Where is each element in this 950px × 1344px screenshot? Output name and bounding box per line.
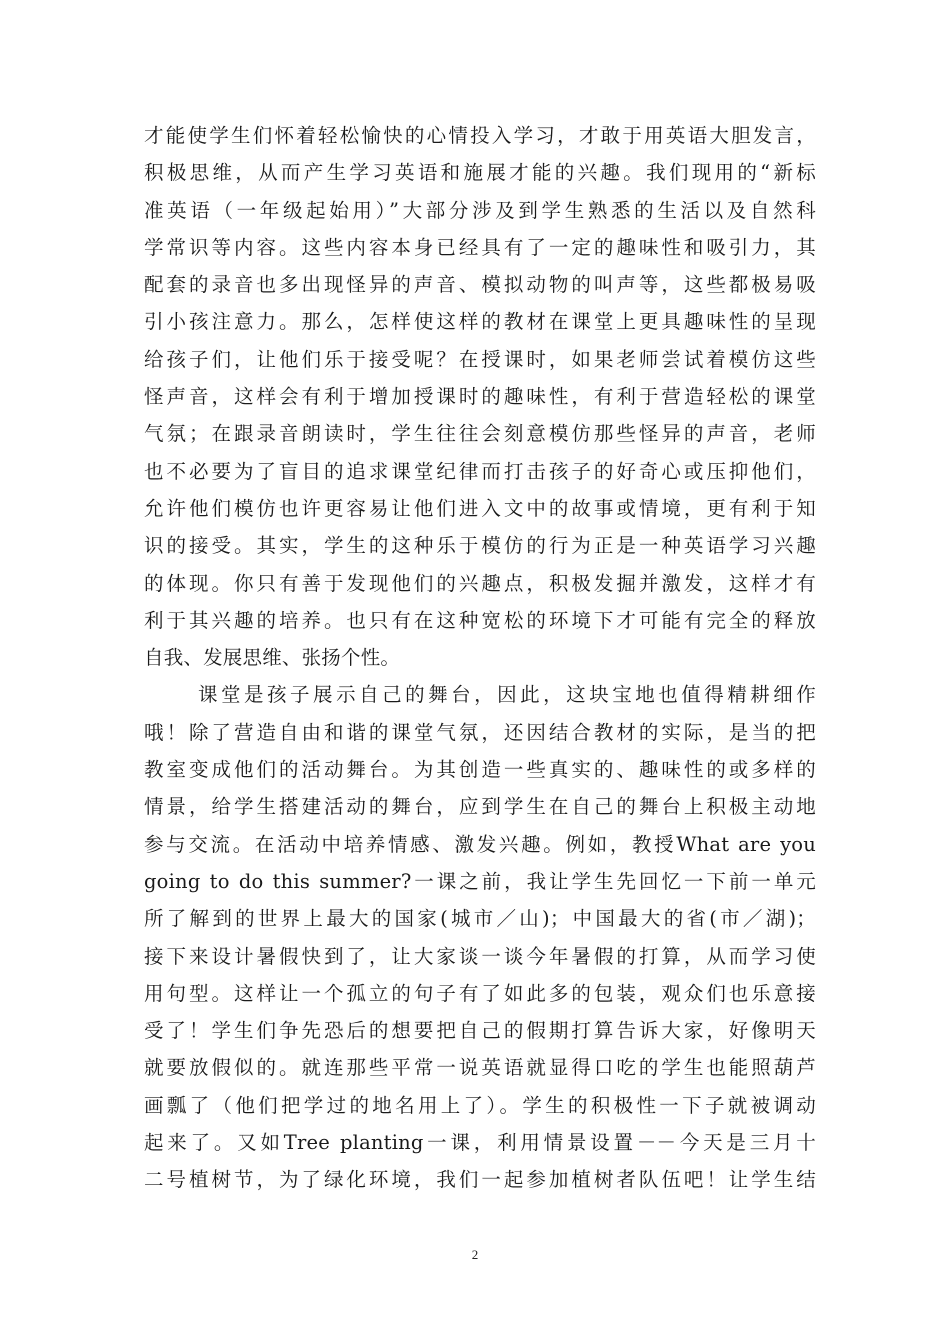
- body-text: [144, 117, 816, 1199]
- text-line: 哦！除了营造自由和谐的课堂气氛，还因结合教材的实际，是当的把: [144, 720, 816, 744]
- text-line: 就要放假似的。就连那些平常一说英语就显得口吃的学生也能照葫芦: [144, 1056, 816, 1080]
- text-line: 气氛；在跟录音朗读时，学生往往会刻意模仿那些怪异的声音，老师: [144, 422, 816, 446]
- text-line: going to do this summer?一课之前，我让学生先回忆一下前一单元: [144, 869, 816, 893]
- text-line: 允许他们模仿也许更容易让他们进入文中的故事或情境，更有利于知: [144, 496, 816, 520]
- text-line: 引小孩注意力。那么，怎样使这样的教材在课堂上更具趣味性的呈现: [144, 310, 816, 334]
- text-line: 所了解到的世界上最大的国家(城市／山)；中国最大的省(市／湖)；: [144, 907, 816, 931]
- paragraph-start-line: 课堂是孩子展示自己的舞台，因此，这块宝地也值得精耕细作: [198, 683, 816, 707]
- page-number: 2: [471, 1247, 479, 1262]
- text-line: 利于其兴趣的培养。也只有在这种宽松的环境下才可能有完全的释放: [144, 608, 816, 632]
- text-line: 情景，给学生搭建活动的舞台，应到学生在自己的舞台上积极主动地: [144, 795, 816, 819]
- text-line: 也不必要为了盲目的追求课堂纪律而打击孩子的好奇心或压抑他们，: [144, 459, 816, 483]
- text-line: 二号植树节，为了绿化环境，我们一起参加植树者队伍吧！让学生结: [144, 1168, 816, 1192]
- text-line: 受了！学生们争先恐后的想要把自己的假期打算告诉大家，好像明天: [144, 1019, 816, 1043]
- text-line: 准英语（一年级起始用）”大部分涉及到学生熟悉的生活以及自然科: [144, 198, 816, 222]
- text-line: 才能使学生们怀着轻松愉快的心情投入学习，才敢于用英语大胆发言，: [144, 124, 816, 147]
- text-line: 起来了。又如Tree planting一课，利用情景设置－－今天是三月十: [144, 1131, 816, 1155]
- text-line: 怪声音，这样会有利于增加授课时的趣味性，有利于营造轻松的课堂: [144, 385, 816, 409]
- text-line: 识的接受。其实，学生的这种乐于模仿的行为正是一种英语学习兴趣: [144, 534, 816, 558]
- text-line: 积极思维，从而产生学习英语和施展才能的兴趣。我们现用的“新标: [144, 161, 816, 185]
- text-line: 接下来设计暑假快到了，让大家谈一谈今年暑假的打算，从而学习使: [144, 944, 816, 968]
- paragraph-end-line: 自我、发展思维、张扬个性。: [144, 646, 401, 670]
- text-line: 给孩子们，让他们乐于接受呢？在授课时，如果老师尝试着模仿这些: [144, 347, 816, 371]
- text-line: 用句型。这样让一个孤立的句子有了如此多的包装，观众们也乐意接: [144, 981, 816, 1005]
- text-line: 的体现。你只有善于发现他们的兴趣点，积极发掘并激发，这样才有: [144, 571, 816, 595]
- text-line: 配套的录音也多出现怪异的声音、模拟动物的叫声等，这些都极易吸: [144, 273, 816, 297]
- text-line: 画瓢了（他们把学过的地名用上了）。学生的积极性一下子就被调动: [144, 1093, 816, 1117]
- text-line: 教室变成他们的活动舞台。为其创造一些真实的、趣味性的或多样的: [144, 758, 816, 782]
- text-line: 参与交流。在活动中培养情感、激发兴趣。例如，教授What are you: [144, 832, 816, 856]
- text-line: 学常识等内容。这些内容本身已经具有了一定的趣味性和吸引力，其: [144, 235, 816, 259]
